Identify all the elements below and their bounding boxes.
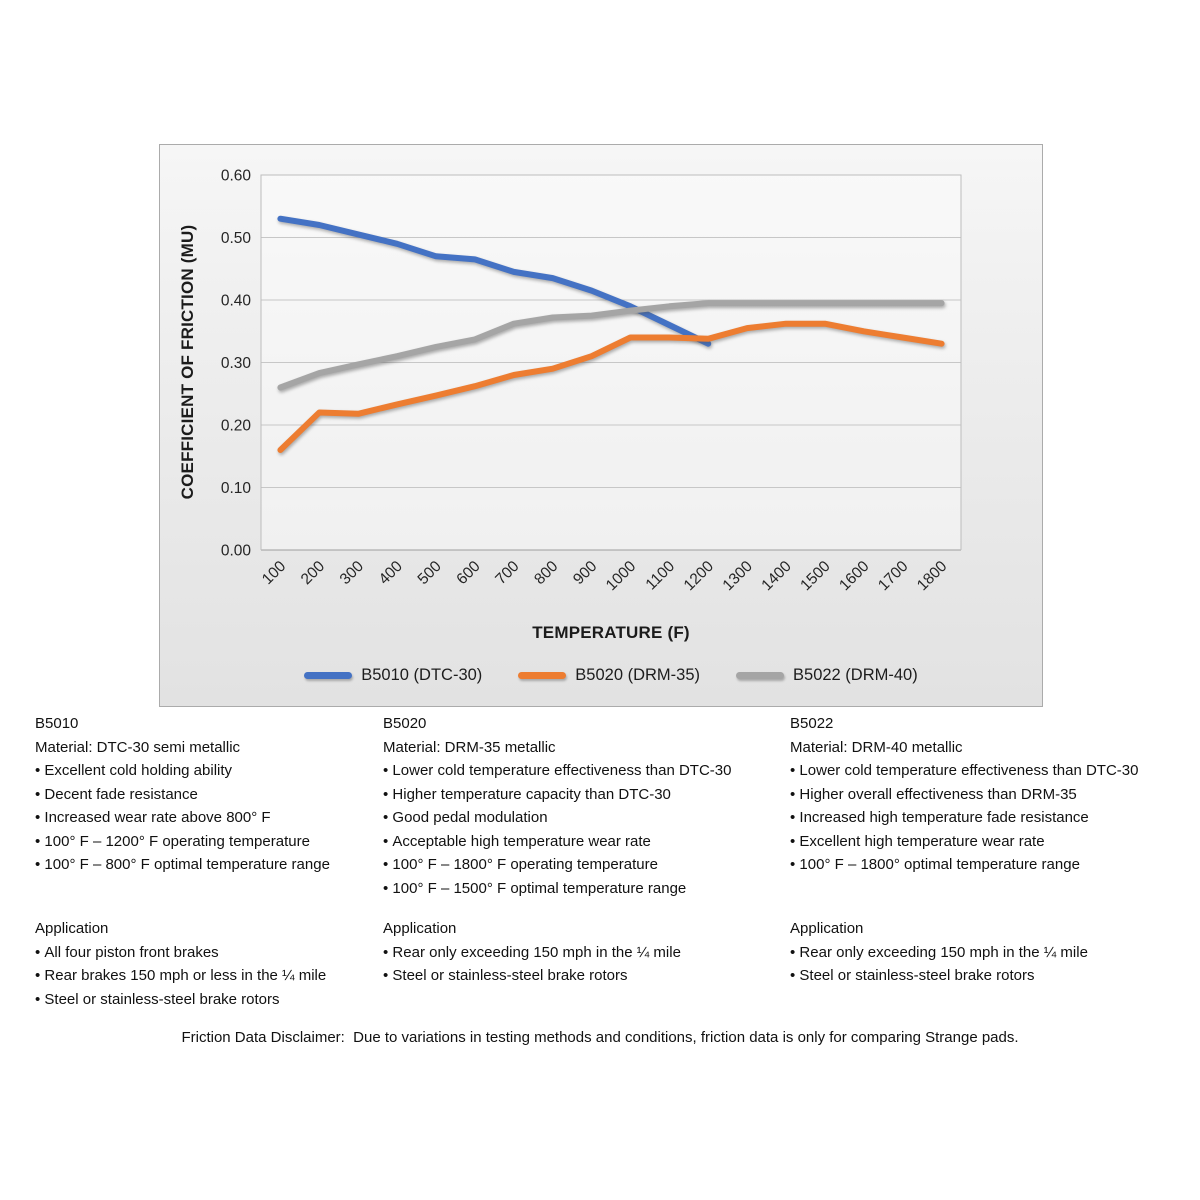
product-bullets [383, 759, 783, 900]
bullet-item: • Rear brakes 150 mph or less in the ¼ mile [35, 964, 380, 988]
y-tick-label: 0.30 [220, 355, 251, 372]
x-tick-label: 1700 [875, 557, 912, 595]
product-heading: B5010 [35, 715, 79, 732]
x-tick-label: 900 [570, 557, 601, 589]
x-tick-label: 1600 [836, 557, 873, 595]
application-bullets [383, 941, 783, 988]
x-tick-label: 400 [375, 557, 406, 589]
x-tick-label: 200 [297, 557, 329, 589]
x-tick-label: 800 [531, 557, 562, 589]
bullet-item: • Decent fade resistance [35, 783, 380, 807]
legend-item-b5020 [518, 666, 700, 685]
bullet-item: • All four piston front brakes [35, 941, 380, 965]
y-tick-label: 0.00 [220, 542, 251, 560]
legend-swatch-b5020 [518, 672, 566, 679]
x-tick-label: 1300 [719, 557, 756, 595]
y-tick-label: 0.60 [220, 167, 251, 185]
legend-item-b5022 [736, 666, 918, 685]
x-tick-label: 1000 [602, 557, 640, 595]
x-tick-label: 1400 [758, 557, 795, 595]
x-tick-label: 300 [336, 557, 368, 589]
product-bullets [35, 759, 380, 877]
legend-swatch-b5010 [304, 672, 352, 679]
bullet-item: • 100° F – 800° F optimal temperature range [35, 853, 380, 877]
bullet-item: • 100° F – 1500° F optimal temperature range [383, 877, 783, 901]
x-tick-label: 100 [258, 557, 290, 589]
product-info-b5010 [35, 712, 380, 1011]
bullet-item: • 100° F – 1800° optimal temperature range [790, 853, 1190, 877]
x-tick-label: 1800 [913, 557, 951, 595]
bullet-item: • Steel or stainless-steel brake rotors [35, 988, 380, 1012]
legend-label-b5022: B5022 (DRM-40) [793, 665, 918, 684]
legend-swatch-b5022 [736, 672, 784, 679]
application-heading: Application [790, 920, 864, 937]
product-heading: B5020 [383, 715, 427, 732]
bullet-item: • Steel or stainless-steel brake rotors [383, 964, 783, 988]
y-tick-label: 0.10 [220, 480, 251, 497]
legend-label-b5020: B5020 (DRM-35) [575, 665, 701, 684]
bullet-item: • Lower cold temperature effectiveness than DTC-30 [383, 759, 783, 783]
chart-panel [159, 144, 1043, 707]
product-material: Material: DRM-35 metallic [383, 738, 556, 756]
application-heading: Application [383, 920, 457, 937]
bullet-item: • Higher overall effectiveness than DRM-35 [790, 783, 1190, 807]
x-tick-label: 1100 [642, 557, 679, 594]
y-axis-title: COEFFICIENT OF FRICTION (MU) [178, 224, 197, 500]
bullet-item: • Lower cold temperature effectiveness than DTC-30 [790, 759, 1190, 783]
friction-data-disclaimer: Friction Data Disclaimer: Due to variations in testing methods and conditions, friction data is only for comparing Strange pads. [181, 1029, 1019, 1046]
x-tick-label: 700 [492, 557, 523, 589]
bullet-item: • Good pedal modulation [383, 806, 783, 830]
bullet-item: • Excellent cold holding ability [35, 759, 380, 783]
product-bullets [790, 759, 1190, 877]
x-axis-title: TEMPERATURE (F) [532, 623, 690, 642]
product-material: Material: DTC-30 semi metallic [35, 738, 241, 756]
application-bullets [790, 941, 1190, 988]
x-tick-label: 1200 [680, 557, 718, 595]
application-bullets [35, 941, 380, 1012]
bullet-item: • 100° F – 1200° F operating temperature [35, 830, 380, 854]
x-tick-label: 600 [453, 557, 484, 589]
bullet-item: • Higher temperature capacity than DTC-30 [383, 783, 783, 807]
friction-line-chart [160, 145, 1044, 708]
application-heading: Application [35, 920, 109, 937]
bullet-item: • 100° F – 1800° F operating temperature [383, 853, 783, 877]
bullet-item: • Rear only exceeding 150 mph in the ¼ mile [383, 941, 783, 965]
product-heading: B5022 [790, 715, 834, 732]
y-tick-label: 0.50 [220, 230, 251, 247]
product-info-b5020 [383, 712, 783, 988]
bullet-item: • Increased wear rate above 800° F [35, 806, 380, 830]
bullet-item: • Increased high temperature fade resistance [790, 806, 1190, 830]
y-tick-label: 0.20 [220, 417, 251, 435]
bullet-item: • Excellent high temperature wear rate [790, 830, 1190, 854]
chart-legend [261, 661, 961, 689]
x-tick-label: 500 [414, 557, 445, 589]
product-material: Material: DRM-40 metallic [790, 738, 963, 756]
legend-item-b5010 [304, 666, 482, 685]
bullet-item: • Rear only exceeding 150 mph in the ¼ mile [790, 941, 1190, 965]
bullet-item: • Steel or stainless-steel brake rotors [790, 964, 1190, 988]
product-info-b5022 [790, 712, 1190, 988]
x-tick-label: 1500 [797, 557, 834, 595]
bullet-item: • Acceptable high temperature wear rate [383, 830, 783, 854]
legend-label-b5010: B5010 (DTC-30) [361, 665, 483, 684]
y-tick-label: 0.40 [220, 292, 251, 310]
